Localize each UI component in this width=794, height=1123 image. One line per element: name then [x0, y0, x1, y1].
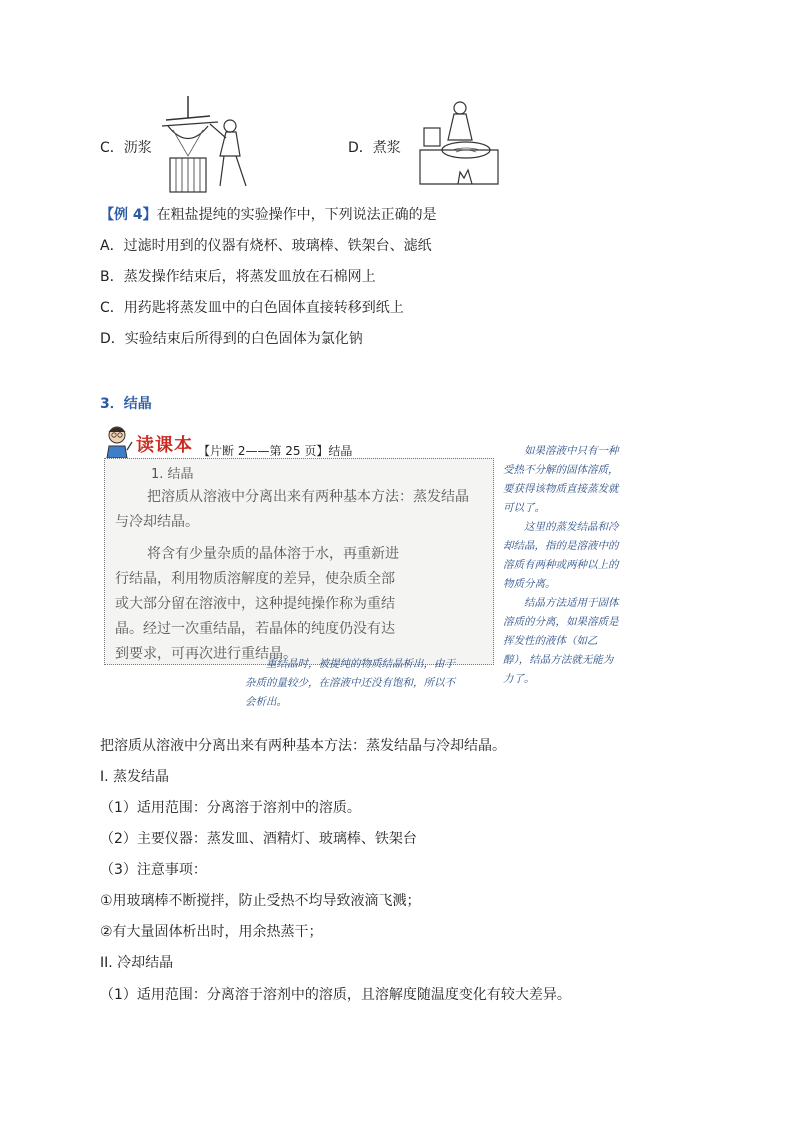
- excerpt-para2-line1: 将含有少量杂质的晶体溶于水，再重新进: [147, 546, 399, 562]
- excerpt-para2-line5: 到要求，可再次进行重结晶。: [115, 646, 297, 662]
- evaporation-apparatus: （2）主要仪器：蒸发皿、酒精灯、玻璃棒、铁架台: [100, 831, 417, 847]
- cooling-heading: II. 冷却结晶: [100, 955, 174, 971]
- excerpt-para2-line3: 或大部分留在溶液中，这种提纯操作称为重结: [115, 596, 395, 612]
- option-d-label: D．煮浆: [348, 140, 401, 156]
- recrystallization-note-text: 重结晶时，被提纯的物质结晶析出，由于杂质的量较少，在溶液中还没有饱和，所以不会析出。: [245, 658, 455, 708]
- margin-note-2: 这里的蒸发结晶和冷却结晶，指的是溶液中的溶质有两种或两种以上的物质分离。: [503, 521, 619, 590]
- recrystallization-note: [245, 655, 460, 712]
- excerpt-para1-line1: 把溶质从溶液中分离出来有两种基本方法：蒸发结晶: [147, 489, 469, 505]
- option-c-label: C．沥浆: [100, 140, 152, 156]
- evaporation-notes-heading: （3）注意事项：: [100, 862, 207, 878]
- excerpt-para2-line2: 行结晶，利用物质溶解度的差异，使杂质全部: [115, 571, 395, 587]
- evaporation-note-2: ②有大量固体析出时，用余热蒸干；: [100, 924, 323, 940]
- boiling-pulp-illustration: [418, 98, 500, 190]
- evaporation-heading: I. 蒸发结晶: [100, 769, 170, 785]
- example-4-option-c: C．用药匙将蒸发皿中的白色固体直接转移到纸上: [100, 300, 404, 316]
- example-4-option-a: A．过滤时用到的仪器有烧杯、玻璃棒、铁架台、滤纸: [100, 238, 432, 254]
- crystallization-intro: 把溶质从溶液中分离出来有两种基本方法：蒸发结晶与冷却结晶。: [100, 738, 506, 754]
- evaporation-note-1: ①用玻璃棒不断搅拌，防止受热不均导致液滴飞溅；: [100, 893, 421, 909]
- example-4-question: [100, 205, 437, 225]
- read-book-logo: 读课本: [136, 435, 193, 456]
- excerpt-para2-line4: 晶。经过一次重结晶，若晶体的纯度仍没有达: [115, 621, 395, 637]
- straining-pulp-illustration: [148, 96, 260, 196]
- example-4-option-d: D．实验结束后所得到的白色固体为氯化钠: [100, 331, 363, 347]
- excerpt-para1-line2: 与冷却结晶。: [115, 514, 199, 530]
- read-book-fragment: 【片断 2——第 25 页】结晶: [198, 444, 353, 458]
- example-4-tag: 【例 4】: [100, 207, 157, 223]
- example-4-option-b: B．蒸发操作结束后，将蒸发皿放在石棉网上: [100, 269, 376, 285]
- excerpt-title: 1. 结晶: [151, 467, 194, 482]
- evaporation-scope: （1）适用范围：分离溶于溶剂中的溶质。: [100, 800, 361, 816]
- margin-note-3: 结晶方法适用于固体溶质的分离，如果溶质是挥发性的液体（如乙醇），结晶方法就无能为力了。: [503, 597, 619, 685]
- margin-note-1: 如果溶液中只有一种受热不分解的固体溶质，要获得该物质直接蒸发就可以了。: [503, 445, 619, 514]
- section-3-heading: 3．结晶: [100, 396, 152, 412]
- textbook-excerpt-box: [104, 458, 494, 665]
- cooling-scope: （1）适用范围：分离溶于溶剂中的溶质，且溶解度随温度变化有较大差异。: [100, 987, 571, 1003]
- example-4-stem: 在粗盐提纯的实验操作中，下列说法正确的是: [156, 207, 437, 223]
- student-reading-icon: [103, 424, 133, 458]
- margin-notes: [503, 442, 623, 689]
